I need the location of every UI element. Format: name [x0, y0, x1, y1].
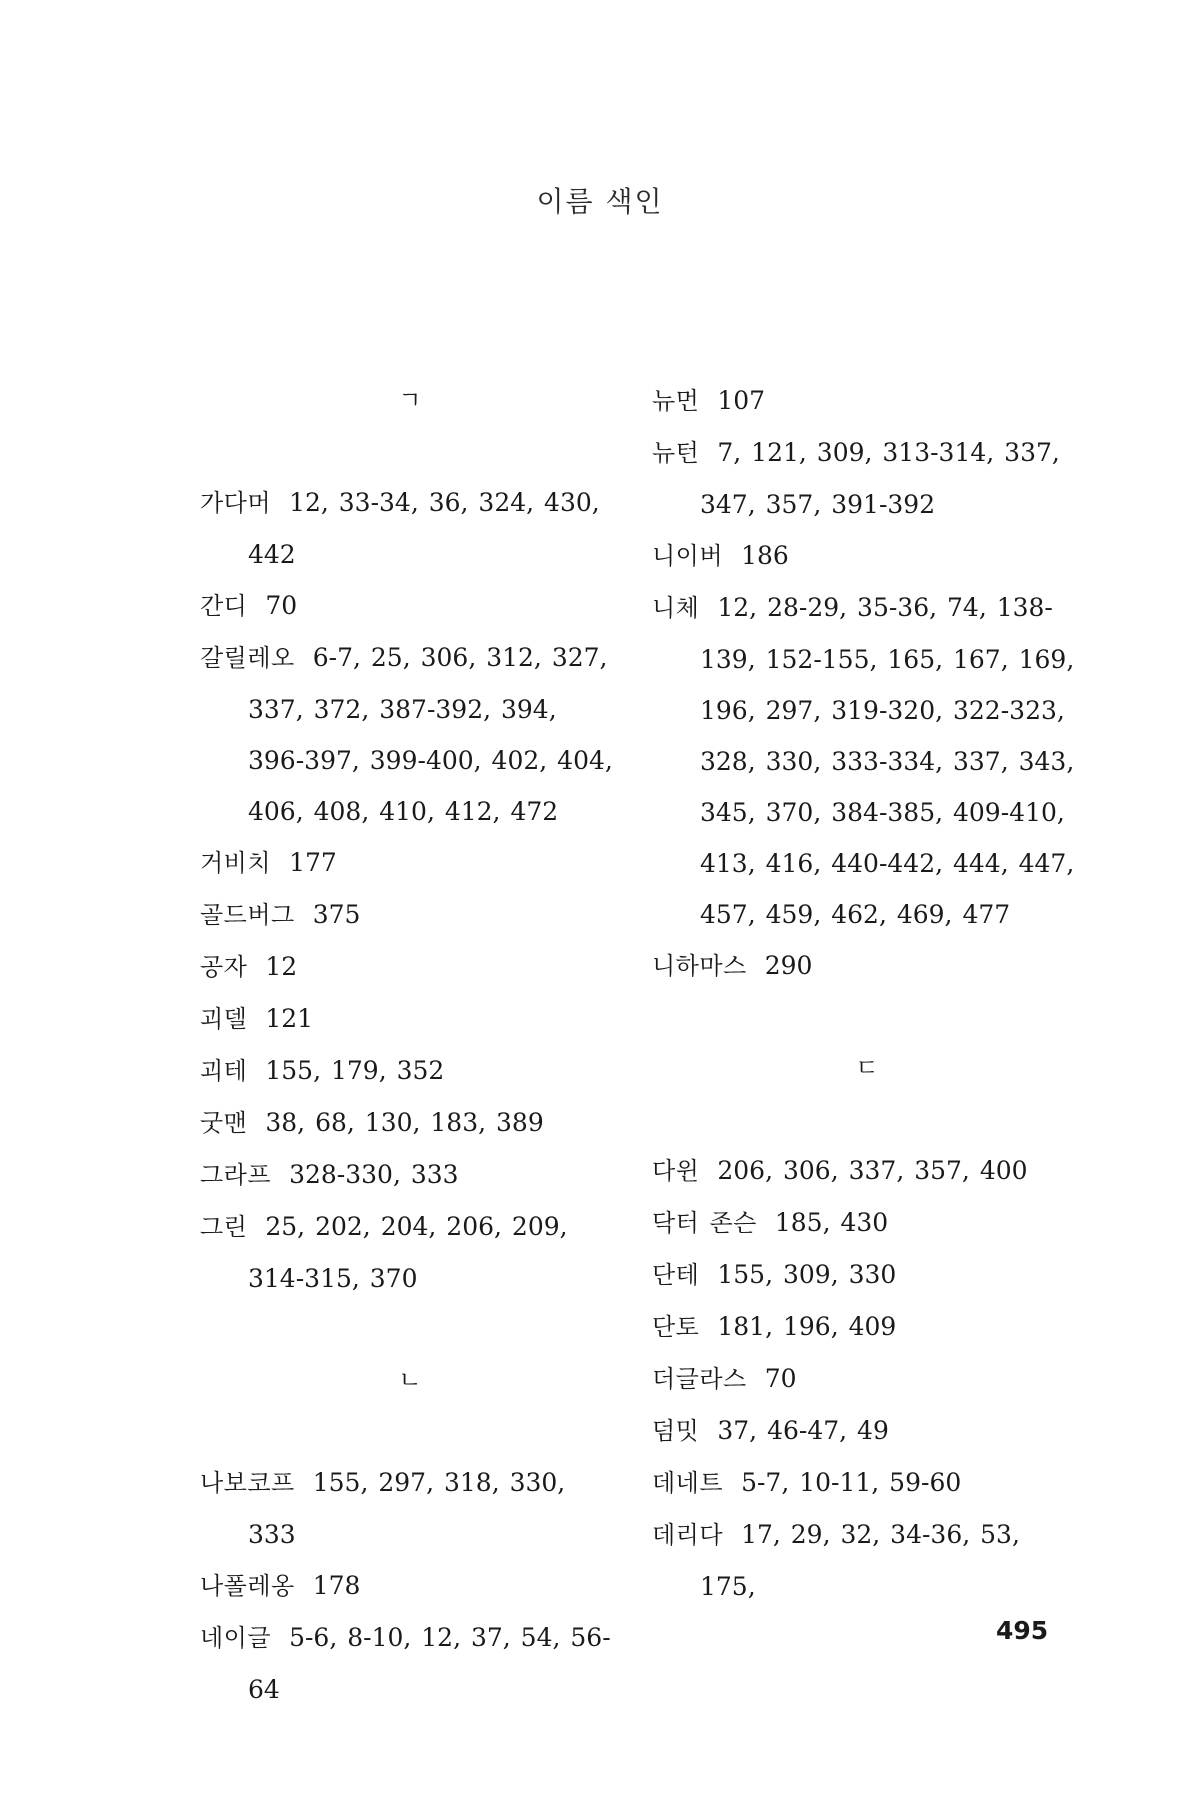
- entry-name: 니체: [652, 594, 700, 622]
- index-entry: [200, 941, 620, 993]
- section-header-nieun: ㄴ: [398, 1366, 422, 1394]
- entry-name: 단토: [652, 1313, 700, 1341]
- entry-pages: 186: [741, 541, 789, 570]
- index-entry: [652, 1249, 1082, 1301]
- entry-pages: 70: [265, 591, 298, 620]
- entry-name: 골드버그: [200, 901, 295, 929]
- index-entry: [200, 1149, 620, 1201]
- entry-name: 데네트: [652, 1469, 724, 1497]
- index-entry: [200, 1097, 620, 1149]
- entry-pages: 5-6, 8-10, 12, 37, 54, 56-64: [248, 1623, 611, 1704]
- entry-name: 괴테: [200, 1057, 248, 1085]
- entry-pages: 155, 309, 330: [717, 1260, 897, 1289]
- index-entry: [200, 1560, 620, 1612]
- entry-pages: 121: [265, 1004, 314, 1033]
- page-number: 495: [996, 1616, 1049, 1645]
- index-entry: [200, 993, 620, 1045]
- section-header-giyeok: ㄱ: [398, 386, 422, 414]
- entry-pages: 206, 306, 337, 357, 400: [717, 1156, 1028, 1185]
- index-entry: [652, 940, 1082, 992]
- index-entry: [652, 1145, 1082, 1197]
- entry-name: 더글라스: [652, 1365, 747, 1393]
- entry-pages: 155, 297, 318, 330, 333: [248, 1468, 566, 1549]
- entry-pages: 70: [764, 1364, 797, 1393]
- entry-pages: 290: [764, 951, 813, 980]
- entry-pages: 37, 46-47, 49: [717, 1416, 889, 1445]
- index-entry: [652, 530, 1082, 582]
- entry-pages: 375: [312, 900, 361, 929]
- entry-pages: 12, 28-29, 35-36, 74, 138-139, 152-155, 165, 167, 169, 196, 297, 319-320, 322-323, 328, 330, 333-334, 337, 343, 345, 370, 384-385, 409-410, 413, 416, 440-442, 444, 447, 457, 459, 462, 469, 477: [700, 593, 1075, 929]
- entry-name: 굿맨: [200, 1109, 248, 1137]
- entry-name: 다윈: [652, 1157, 700, 1185]
- entry-pages: 6-7, 25, 306, 312, 327, 337, 372, 387-392, 394, 396-397, 399-400, 402, 404, 406, 408, 410, 412, 472: [248, 643, 613, 826]
- index-entry: [200, 477, 620, 580]
- index-entry: [200, 1457, 620, 1560]
- entry-pages: 17, 29, 32, 34-36, 53, 175,: [700, 1520, 1020, 1601]
- entry-name: 그라프: [200, 1161, 272, 1189]
- index-entry: [200, 1201, 620, 1304]
- index-entry: [200, 1045, 620, 1097]
- section-spacer: [652, 992, 1082, 1043]
- entry-pages: 107: [717, 386, 766, 415]
- index-entry: [652, 375, 1082, 427]
- entry-name: 가다머: [200, 489, 272, 517]
- index-entry: [200, 889, 620, 941]
- index-entry: [200, 632, 620, 837]
- entry-name: 간디: [200, 592, 248, 620]
- index-entry: [652, 1301, 1082, 1353]
- entry-name: 나폴레옹: [200, 1572, 295, 1600]
- entry-name: 뉴턴: [652, 439, 700, 467]
- entry-name: 니하마스: [652, 952, 747, 980]
- entry-pages: 25, 202, 204, 206, 209, 314-315, 370: [248, 1212, 568, 1293]
- entry-name: 거비치: [200, 849, 272, 877]
- entry-pages: 7, 121, 309, 313-314, 337, 347, 357, 391-392: [700, 438, 1060, 519]
- index-entry: [652, 582, 1082, 940]
- page-title: 이름 색인: [536, 185, 664, 218]
- index-column-right: [652, 375, 1082, 1612]
- entry-name: 닥터 존슨: [652, 1209, 757, 1237]
- entry-name: 괴델: [200, 1005, 248, 1033]
- entry-pages: 5-7, 10-11, 59-60: [741, 1468, 962, 1497]
- entry-name: 단테: [652, 1261, 700, 1289]
- entry-pages: 185, 430: [774, 1208, 889, 1237]
- index-column-left: [200, 375, 620, 1715]
- index-entry: [200, 1612, 620, 1715]
- entry-pages: 12, 33-34, 36, 324, 430, 442: [248, 488, 600, 569]
- entry-pages: 38, 68, 130, 183, 389: [265, 1108, 544, 1137]
- entry-name: 덤밋: [652, 1417, 700, 1445]
- entry-pages: 177: [289, 848, 337, 877]
- index-entry: [652, 1405, 1082, 1457]
- entry-name: 뉴먼: [652, 387, 700, 415]
- index-entry: [652, 1197, 1082, 1249]
- index-entry: [200, 580, 620, 632]
- index-entry: [200, 837, 620, 889]
- entry-pages: 328-330, 333: [289, 1160, 459, 1189]
- entry-pages: 12: [265, 952, 298, 981]
- entry-name: 네이글: [200, 1624, 272, 1652]
- entry-pages: 181, 196, 409: [717, 1312, 897, 1341]
- entry-pages: 155, 179, 352: [265, 1056, 445, 1085]
- entry-name: 공자: [200, 953, 248, 981]
- index-entry: [652, 1353, 1082, 1405]
- entry-pages: 178: [312, 1571, 361, 1600]
- entry-name: 니이버: [652, 542, 724, 570]
- index-entry: [652, 1509, 1082, 1612]
- index-entry: [652, 427, 1082, 530]
- section-spacer: [200, 1304, 620, 1355]
- section-header-digeut: ㄷ: [855, 1054, 879, 1082]
- entry-name: 나보코프: [200, 1469, 295, 1497]
- entry-name: 데리다: [652, 1521, 724, 1549]
- entry-name: 갈릴레오: [200, 644, 295, 672]
- entry-name: 그린: [200, 1213, 248, 1241]
- index-entry: [652, 1457, 1082, 1509]
